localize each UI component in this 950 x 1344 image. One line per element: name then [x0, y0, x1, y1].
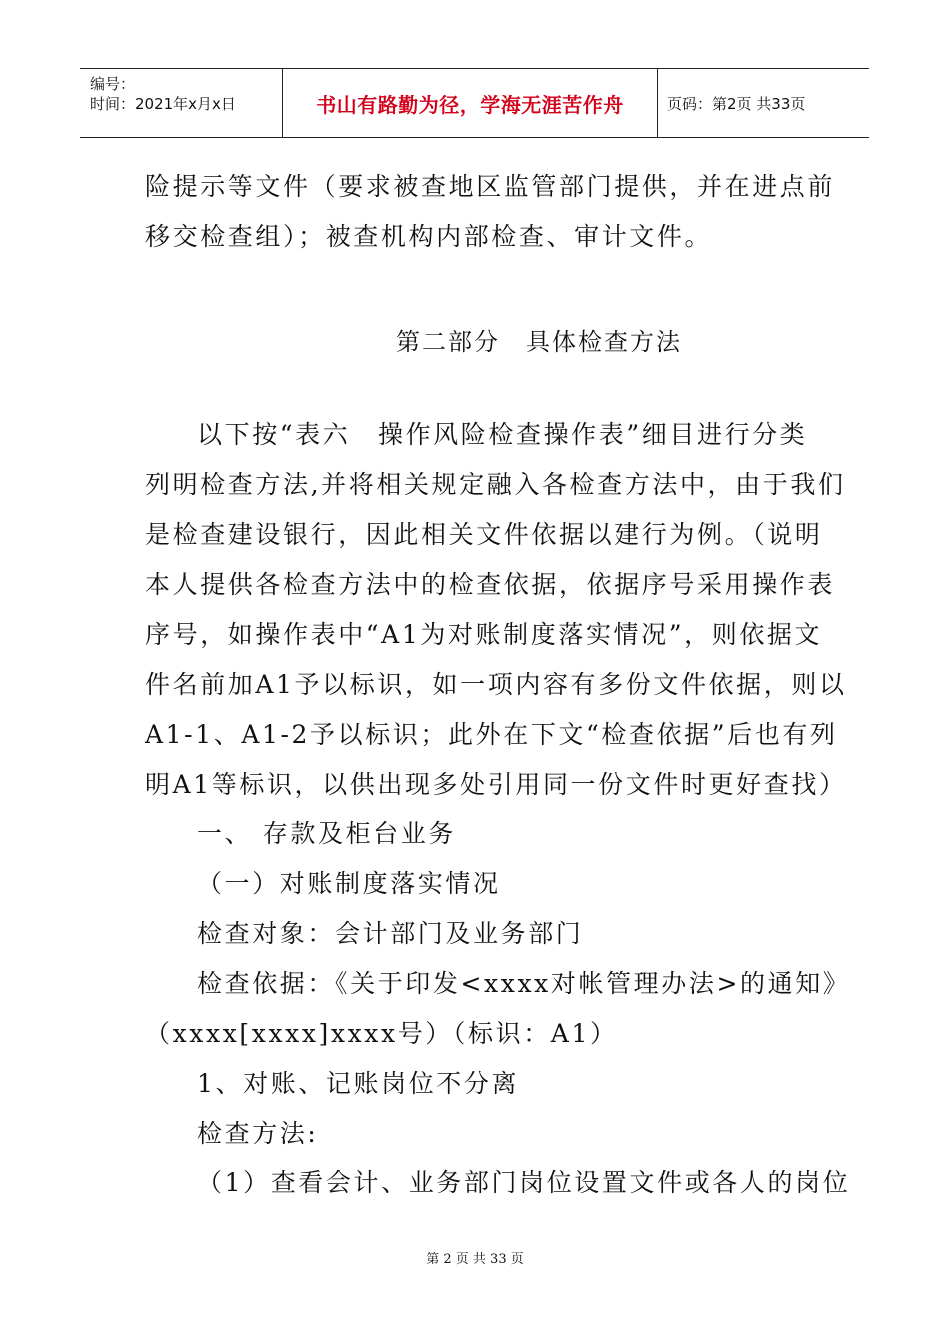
paragraph-line: 移交检查组）；被查机构内部检查、审计文件。 [145, 222, 713, 251]
paragraph-line: （1）查看会计、业务部门岗位设置文件或各人的岗位 [197, 1168, 851, 1197]
page-info: 页码：第2页 共33页 [667, 94, 806, 113]
motto: 书山有路勤为径，学海无涯苦作舟 [316, 92, 624, 117]
section-title: 第二部分 具体检查方法 [396, 328, 682, 356]
page-header [80, 68, 869, 138]
paragraph-line: A1-1、A1-2予以标识；此外在下文“检查依据”后也有列 [145, 720, 838, 749]
paragraph-line: 险提示等文件（要求被查地区监管部门提供，并在进点前 [145, 172, 836, 201]
heading-level-1: 一、 存款及柜台业务 [197, 819, 456, 848]
check-basis: 检查依据：《关于印发<xxxx对帐管理办法>的通知》 [197, 969, 851, 998]
header-meta [80, 69, 282, 137]
page-footer: 第 2 页 共 33 页 [426, 1252, 524, 1267]
paragraph-line: 以下按“表六 操作风险检查操作表”细目进行分类 [197, 420, 808, 449]
paragraph-line: 列明检查方法,并将相关规定融入各检查方法中，由于我们 [145, 470, 846, 499]
check-target: 检查对象：会计部门及业务部门 [197, 919, 584, 948]
header-motto-cell [282, 69, 658, 137]
header-page-info [657, 69, 869, 137]
check-basis-ref: （xxxx[xxxx]xxxx号）（标识：A1） [145, 1019, 618, 1048]
paragraph-line: 本人提供各检查方法中的检查依据，依据序号采用操作表 [145, 570, 836, 599]
check-method-label: 检查方法: [197, 1119, 319, 1148]
heading-level-2: （一）对账制度落实情况 [197, 869, 501, 898]
time-label: 时间：2021年x月x日 [90, 95, 236, 113]
paragraph-line: 明A1等标识，以供出现多处引用同一份文件时更好查找） [145, 770, 847, 799]
paragraph-line: 序号，如操作表中“A1为对账制度落实情况”，则依据文 [145, 620, 823, 649]
paragraph-line: 件名前加A1予以标识，如一项内容有多份文件依据，则以 [145, 670, 847, 699]
paragraph-line: 是检查建设银行，因此相关文件依据以建行为例。（说明 [145, 520, 823, 549]
heading-item: 1、对账、记账岗位不分离 [197, 1069, 520, 1098]
number-label: 编号： [90, 75, 136, 93]
